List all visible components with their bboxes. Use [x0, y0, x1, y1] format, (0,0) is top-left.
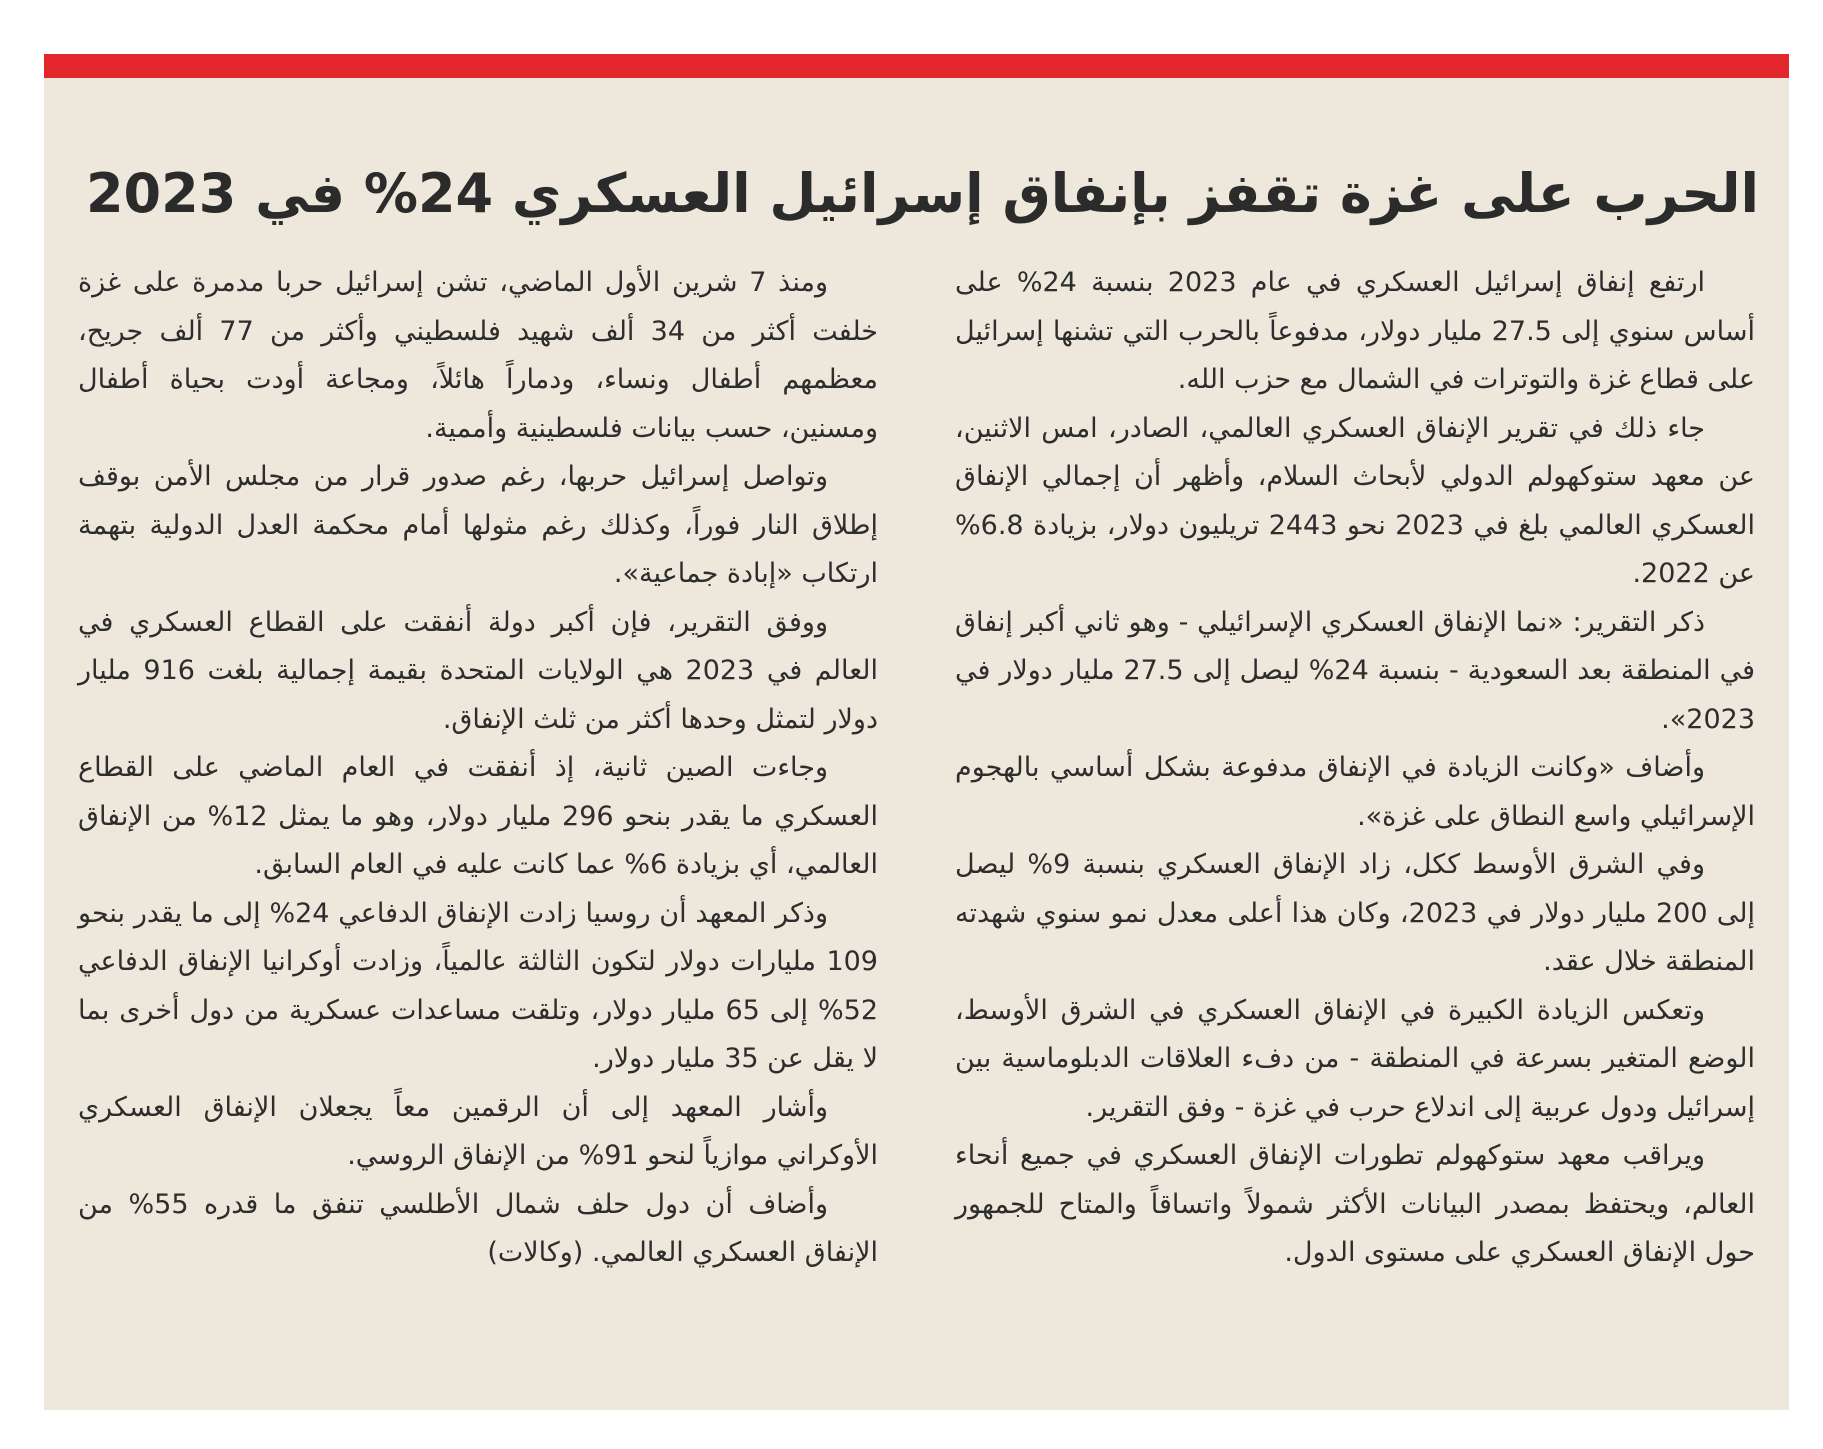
- paragraph: جاء ذلك في تقرير الإنفاق العسكري العالمي، الصادر، امس الاثنين، عن معهد ستوكهولم الدولي لأبحاث السلام، وأظهر أن إجمالي الإنفاق العسكري العالمي بلغ في 2023 نحو 2443 تريليون دولار، بزيادة 6.8% عن 2022.: [955, 412, 1756, 589]
- paragraph: وتعكس الزيادة الكبيرة في الإنفاق العسكري في الشرق الأوسط، الوضع المتغير بسرعة في المنطقة - من دفء العلاقات الدبلوماسية بين إسرائيل ودول عربية إلى اندلاع حرب في غزة - وفق التقرير.: [955, 994, 1755, 1123]
- paragraph: وتواصل إسرائيل حربها، رغم صدور قرار من مجلس الأمن بوقف إطلاق النار فوراً، وكذلك رغم مثولها أمام محكمة العدل الدولية بتهمة ارتكاب «إبادة جماعية».: [78, 461, 878, 589]
- article-body: [78, 259, 1755, 1380]
- paragraph: وفي الشرق الأوسط ككل، زاد الإنفاق العسكري بنسبة 9% ليصل إلى 200 مليار دولار في 2023، وكان هذا أعلى معدل نمو سنوي شهدته المنطقة خلال عقد.: [955, 849, 1755, 977]
- paragraph: وجاءت الصين ثانية، إذ أنفقت في العام الماضي على القطاع العسكري ما يقدر بنحو 296 مليار دولار، وهو ما يمثل 12% من الإنفاق العالمي، أي بزيادة 6% عما كانت عليه في العام السابق.: [78, 752, 878, 880]
- red-header-bar: [44, 54, 1789, 78]
- paragraph: وذكر المعهد أن روسيا زادت الإنفاق الدفاعي 24% إلى ما يقدر بنحو 109 مليارات دولار لتكون الثالثة عالمياً، وزادت أوكرانيا الإنفاق الدفاعي 52% إلى 65 مليار دولار، وتلقت مساعدات عسكرية من دول أخرى بما لا يقل عن 35 مليار دولار.: [78, 897, 878, 1074]
- headline: الحرب على غزة تقفز بإنفاق إسرائيل العسكري 24% في 2023: [85, 162, 1759, 225]
- left-column: [78, 259, 878, 1380]
- newspaper-clipping: [44, 54, 1789, 1410]
- paragraph: ووفق التقرير، فإن أكبر دولة أنفقت على القطاع العسكري في العالم في 2023 هي الولايات المتحدة بقيمة إجمالية بلغت 916 مليار دولار لتمثل وحدها أكثر من ثلث الإنفاق.: [78, 606, 878, 735]
- paragraph: وأضاف أن دول حلف شمال الأطلسي تنفق ما قدره 55% من الإنفاق العسكري العالمي. (وكالات): [78, 1188, 878, 1268]
- paragraph: ويراقب معهد ستوكهولم تطورات الإنفاق العسكري في جميع أنحاء العالم، ويحتفظ بمصدر البيانات الأكثر شمولاً واتساقاً والمتاح للجمهور حول الإنفاق العسكري على مستوى الدول.: [955, 1140, 1755, 1268]
- paragraph: وأضاف «وكانت الزيادة في الإنفاق مدفوعة بشكل أساسي بالهجوم الإسرائيلي واسع النطاق على غزة».: [955, 752, 1755, 832]
- paragraph: ارتفع إنفاق إسرائيل العسكري في عام 2023 بنسبة 24% على أساس سنوي إلى 27.5 مليار دولار، مدفوعاً بالحرب التي تشنها إسرائيل على قطاع غزة والتوترات في الشمال مع حزب الله.: [955, 267, 1755, 395]
- paragraph: وأشار المعهد إلى أن الرقمين معاً يجعلان الإنفاق العسكري الأوكراني موازياً لنحو 91% من الإنفاق الروسي.: [78, 1091, 878, 1171]
- paragraph: ذكر التقرير: «نما الإنفاق العسكري الإسرائيلي - وهو ثاني أكبر إنفاق في المنطقة بعد السعودية - بنسبة 24% ليصل إلى 27.5 مليار دولار في 2023».: [955, 606, 1755, 735]
- paragraph: ومنذ 7 شرين الأول الماضي، تشن إسرائيل حربا مدمرة على غزة خلفت أكثر من 34 ألف شهيد فلسطيني وأكثر من 77 ألف جريح، معظمهم أطفال ونساء، ودماراً هائلاً، ومجاعة أودت بحياة أطفال ومسنين، حسب بيانات فلسطينية وأممية.: [78, 267, 878, 444]
- right-column: [955, 259, 1755, 1380]
